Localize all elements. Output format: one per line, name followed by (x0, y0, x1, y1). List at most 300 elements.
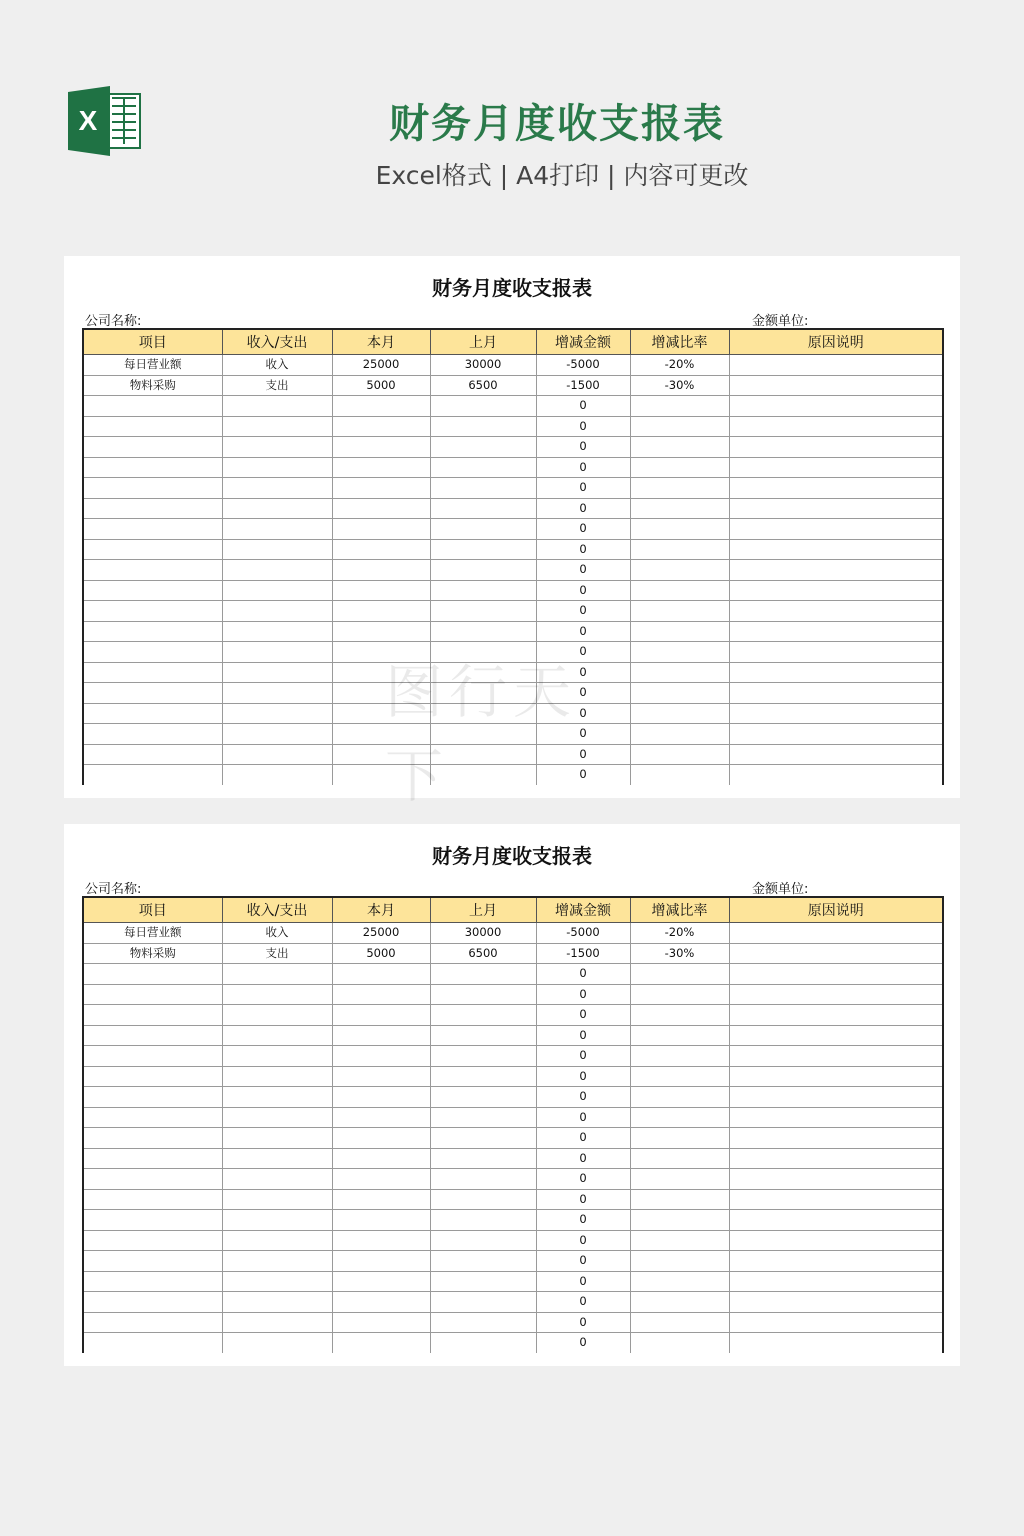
table-cell (729, 642, 943, 663)
table-cell (222, 519, 332, 540)
table-cell (83, 703, 222, 724)
table-cell (332, 1251, 430, 1272)
table-cell (83, 437, 222, 458)
table-cell (729, 375, 943, 396)
table-cell (430, 580, 536, 601)
table-cell: 0 (536, 964, 630, 985)
table-cell (630, 1210, 729, 1231)
table-row (83, 519, 943, 540)
table-cell: 5000 (332, 375, 430, 396)
table-cell: 物料采购 (83, 943, 222, 964)
table-cell (332, 662, 430, 683)
table-row (83, 457, 943, 478)
table-cell: 0 (536, 621, 630, 642)
table-cell (729, 478, 943, 499)
table-cell (83, 642, 222, 663)
table-cell (430, 1087, 536, 1108)
table-cell (729, 1066, 943, 1087)
table-cell (83, 984, 222, 1005)
table-cell (83, 1066, 222, 1087)
table-cell (729, 964, 943, 985)
table-row (83, 1005, 943, 1026)
table-cell: 0 (536, 1005, 630, 1026)
table-cell (430, 601, 536, 622)
table-row (83, 416, 943, 437)
table-cell: 5000 (332, 943, 430, 964)
table-cell: 0 (536, 1333, 630, 1353)
table-cell: 0 (536, 416, 630, 437)
table-row (83, 1292, 943, 1313)
table-cell (430, 478, 536, 499)
table-cell (630, 416, 729, 437)
table-cell: 30000 (430, 923, 536, 944)
table-cell (332, 498, 430, 519)
table-cell (430, 1046, 536, 1067)
table-cell (332, 601, 430, 622)
table-cell (430, 1292, 536, 1313)
table-row (83, 1087, 943, 1108)
table-row (83, 744, 943, 765)
table-cell (630, 498, 729, 519)
table-cell (222, 1230, 332, 1251)
table-cell (222, 662, 332, 683)
table-cell (630, 1251, 729, 1272)
table-cell (729, 1148, 943, 1169)
table-cell (83, 560, 222, 581)
table-cell (630, 621, 729, 642)
table-cell (332, 1107, 430, 1128)
table-cell (630, 580, 729, 601)
table-cell (630, 744, 729, 765)
table-cell (630, 1005, 729, 1026)
column-header: 项目 (83, 329, 222, 355)
table-cell (630, 1333, 729, 1353)
table-cell (222, 621, 332, 642)
table-row (83, 1148, 943, 1169)
table-cell: 0 (536, 1312, 630, 1333)
table-cell (630, 1066, 729, 1087)
table-cell (332, 478, 430, 499)
table-cell: -30% (630, 943, 729, 964)
table-cell: 0 (536, 662, 630, 683)
amount-unit-label: 金额单位: (752, 314, 809, 329)
table-cell (222, 1107, 332, 1128)
table-cell (222, 560, 332, 581)
table-cell: 0 (536, 1066, 630, 1087)
table-cell (430, 1333, 536, 1353)
table-cell (729, 923, 943, 944)
table-cell (83, 1189, 222, 1210)
table-cell (332, 964, 430, 985)
table-cell (332, 1333, 430, 1353)
table-cell: 0 (536, 478, 630, 499)
table-cell: 30000 (430, 355, 536, 376)
table-row (83, 724, 943, 745)
table-cell (729, 519, 943, 540)
table-row (83, 1025, 943, 1046)
table-cell (222, 396, 332, 417)
column-header: 原因说明 (729, 897, 943, 923)
table-cell (630, 1271, 729, 1292)
table-cell (430, 519, 536, 540)
table-cell: 0 (536, 539, 630, 560)
page-subtitle: Excel格式 | A4打印 | 内容可更改 (375, 161, 749, 190)
table-cell (430, 621, 536, 642)
table-cell (83, 1128, 222, 1149)
table-row (83, 1333, 943, 1353)
table-row (83, 1046, 943, 1067)
table-cell: 25000 (332, 355, 430, 376)
table-cell (222, 1148, 332, 1169)
table-cell (430, 964, 536, 985)
table-cell: 0 (536, 1046, 630, 1067)
table-cell (332, 1189, 430, 1210)
table-row (83, 662, 943, 683)
table-cell: -30% (630, 375, 729, 396)
table-cell (729, 539, 943, 560)
table-cell (83, 1107, 222, 1128)
table-cell (332, 1087, 430, 1108)
table-cell (430, 1271, 536, 1292)
table-cell: 0 (536, 1292, 630, 1313)
table-cell (430, 683, 536, 704)
table-cell (222, 1046, 332, 1067)
table-cell (332, 1292, 430, 1313)
table-cell (430, 984, 536, 1005)
table-cell (222, 1189, 332, 1210)
column-header: 上月 (430, 897, 536, 923)
column-header: 增减比率 (630, 329, 729, 355)
table-row (83, 539, 943, 560)
table-cell (332, 1210, 430, 1231)
table-cell (729, 765, 943, 785)
table-cell: 0 (536, 724, 630, 745)
table-cell (630, 642, 729, 663)
table-row (83, 943, 943, 964)
table-cell (83, 1333, 222, 1353)
table-cell: 0 (536, 642, 630, 663)
table-cell: 收入 (222, 355, 332, 376)
table-cell (222, 1271, 332, 1292)
table-cell (83, 621, 222, 642)
column-header: 收入/支出 (222, 329, 332, 355)
table-cell (83, 580, 222, 601)
table-cell (222, 683, 332, 704)
table-cell (630, 662, 729, 683)
table-cell (630, 560, 729, 581)
table-row (83, 964, 943, 985)
column-header: 上月 (430, 329, 536, 355)
table-cell (332, 560, 430, 581)
table-cell (83, 724, 222, 745)
table-cell (630, 396, 729, 417)
table-cell (729, 724, 943, 745)
table-cell: 0 (536, 498, 630, 519)
table-row (83, 1128, 943, 1149)
table-cell (222, 1312, 332, 1333)
table-cell (430, 703, 536, 724)
table-cell (630, 1046, 729, 1067)
table-cell: 0 (536, 683, 630, 704)
table-cell (430, 396, 536, 417)
table-row (83, 1210, 943, 1231)
table-row (83, 1107, 943, 1128)
column-header: 增减金额 (536, 329, 630, 355)
table-cell: 0 (536, 1271, 630, 1292)
table-cell (83, 1046, 222, 1067)
table-cell (729, 580, 943, 601)
table-cell (430, 560, 536, 581)
table-cell (332, 744, 430, 765)
table-cell (332, 1312, 430, 1333)
table-cell: 0 (536, 1148, 630, 1169)
table-cell (83, 765, 222, 785)
table-cell (729, 1189, 943, 1210)
table-cell (332, 1230, 430, 1251)
table-cell (332, 396, 430, 417)
table-cell (630, 703, 729, 724)
column-header: 增减金额 (536, 897, 630, 923)
table-cell (430, 498, 536, 519)
table-cell (729, 1251, 943, 1272)
table-cell (83, 1005, 222, 1026)
table-cell (222, 964, 332, 985)
table-row (83, 601, 943, 622)
table-cell (83, 498, 222, 519)
table-cell (630, 1148, 729, 1169)
table-cell (83, 1169, 222, 1190)
table-row (83, 1169, 943, 1190)
table-cell: 0 (536, 1169, 630, 1190)
table-cell: -20% (630, 923, 729, 944)
table-cell (630, 724, 729, 745)
table-cell: 0 (536, 765, 630, 785)
table-cell (729, 1271, 943, 1292)
table-cell (430, 744, 536, 765)
table-cell (83, 539, 222, 560)
table-cell (630, 1312, 729, 1333)
table-cell (630, 1025, 729, 1046)
table-cell (430, 1189, 536, 1210)
table-cell (332, 984, 430, 1005)
table-cell (83, 1210, 222, 1231)
table-cell (332, 1128, 430, 1149)
table-cell: 每日营业额 (83, 355, 222, 376)
table-cell (332, 1005, 430, 1026)
table-cell (430, 1107, 536, 1128)
table-cell (332, 703, 430, 724)
table-cell (83, 1230, 222, 1251)
table-row (83, 765, 943, 785)
table-row (83, 355, 943, 376)
table-cell (332, 642, 430, 663)
table-cell (222, 498, 332, 519)
table-row (83, 703, 943, 724)
table-cell (729, 1169, 943, 1190)
table-cell (332, 1046, 430, 1067)
table-row (83, 1230, 943, 1251)
report-table (82, 328, 944, 785)
table-cell: -1500 (536, 375, 630, 396)
table-cell (222, 984, 332, 1005)
table-row (83, 683, 943, 704)
sheet-preview-2 (64, 824, 960, 1366)
table-cell (332, 621, 430, 642)
table-cell (222, 457, 332, 478)
table-cell (222, 580, 332, 601)
table-cell: -5000 (536, 923, 630, 944)
table-cell (729, 396, 943, 417)
table-cell: 支出 (222, 375, 332, 396)
table-cell (630, 457, 729, 478)
table-cell (729, 1025, 943, 1046)
sheet-title: 财务月度收支报表 (432, 276, 592, 300)
table-cell (332, 1148, 430, 1169)
table-cell (332, 580, 430, 601)
table-cell (332, 1025, 430, 1046)
table-cell: 0 (536, 601, 630, 622)
table-cell (222, 1128, 332, 1149)
table-cell (630, 539, 729, 560)
table-cell: 物料采购 (83, 375, 222, 396)
table-row (83, 498, 943, 519)
table-cell (630, 519, 729, 540)
table-cell: -1500 (536, 943, 630, 964)
table-cell (83, 744, 222, 765)
table-cell: 0 (536, 1230, 630, 1251)
table-cell (729, 1333, 943, 1353)
table-row (83, 1312, 943, 1333)
table-cell (729, 560, 943, 581)
table-cell: 6500 (430, 943, 536, 964)
table-cell (222, 416, 332, 437)
table-cell (222, 1333, 332, 1353)
table-cell (222, 1087, 332, 1108)
column-header: 增减比率 (630, 897, 729, 923)
table-cell (630, 1107, 729, 1128)
table-cell: 0 (536, 1107, 630, 1128)
table-cell (222, 478, 332, 499)
table-cell (222, 601, 332, 622)
table-cell (430, 1251, 536, 1272)
table-cell (430, 765, 536, 785)
table-cell: 0 (536, 744, 630, 765)
table-cell (332, 1169, 430, 1190)
table-cell (430, 1005, 536, 1026)
table-cell (332, 1271, 430, 1292)
table-cell (729, 744, 943, 765)
table-cell (729, 703, 943, 724)
amount-unit-label: 金额单位: (752, 882, 809, 897)
table-cell (430, 1169, 536, 1190)
table-cell (83, 1148, 222, 1169)
table-cell: 0 (536, 1251, 630, 1272)
table-row (83, 1251, 943, 1272)
column-header: 收入/支出 (222, 897, 332, 923)
table-cell (222, 1210, 332, 1231)
table-cell (83, 1025, 222, 1046)
table-cell (332, 457, 430, 478)
table-cell (430, 416, 536, 437)
table-cell (83, 1312, 222, 1333)
table-cell (430, 1230, 536, 1251)
table-row (83, 396, 943, 417)
table-cell (83, 1087, 222, 1108)
table-cell: 0 (536, 984, 630, 1005)
table-row (83, 1271, 943, 1292)
table-cell (430, 1128, 536, 1149)
table-cell (729, 1292, 943, 1313)
table-cell (222, 1005, 332, 1026)
table-cell (630, 1230, 729, 1251)
table-cell (630, 437, 729, 458)
page-title: 财务月度收支报表 (389, 101, 725, 147)
table-cell: 25000 (332, 923, 430, 944)
column-header: 项目 (83, 897, 222, 923)
table-cell (729, 1210, 943, 1231)
table-cell (222, 437, 332, 458)
table-cell (430, 457, 536, 478)
table-cell: 支出 (222, 943, 332, 964)
table-cell: -20% (630, 355, 729, 376)
table-cell: 每日营业额 (83, 923, 222, 944)
table-cell (630, 964, 729, 985)
table-cell: 0 (536, 1087, 630, 1108)
table-cell (729, 437, 943, 458)
table-row (83, 437, 943, 458)
table-cell: 收入 (222, 923, 332, 944)
table-cell (222, 1025, 332, 1046)
table-cell (83, 519, 222, 540)
table-cell (430, 724, 536, 745)
table-cell (630, 1292, 729, 1313)
table-cell: 0 (536, 457, 630, 478)
sheet-title: 财务月度收支报表 (432, 844, 592, 868)
table-cell (83, 964, 222, 985)
table-header-row (83, 897, 943, 923)
table-row (83, 984, 943, 1005)
table-cell (729, 416, 943, 437)
table-row (83, 1066, 943, 1087)
table-cell (222, 1169, 332, 1190)
table-cell (332, 416, 430, 437)
table-cell (729, 601, 943, 622)
table-cell (729, 498, 943, 519)
table-cell (83, 416, 222, 437)
table-cell (83, 662, 222, 683)
table-cell: 0 (536, 1189, 630, 1210)
table-header-row (83, 329, 943, 355)
table-cell (729, 984, 943, 1005)
column-header: 本月 (332, 329, 430, 355)
table-cell: 0 (536, 1210, 630, 1231)
column-header: 本月 (332, 897, 430, 923)
table-cell (430, 1066, 536, 1087)
table-cell (332, 519, 430, 540)
table-cell (430, 539, 536, 560)
table-cell (83, 1292, 222, 1313)
table-cell (729, 1005, 943, 1026)
table-cell: 0 (536, 519, 630, 540)
logo-letter: X (78, 105, 98, 136)
table-cell (83, 457, 222, 478)
table-cell (430, 642, 536, 663)
table-cell (222, 1251, 332, 1272)
table-cell: 0 (536, 1025, 630, 1046)
table-cell (729, 1312, 943, 1333)
table-cell: 0 (536, 396, 630, 417)
table-cell (83, 1251, 222, 1272)
